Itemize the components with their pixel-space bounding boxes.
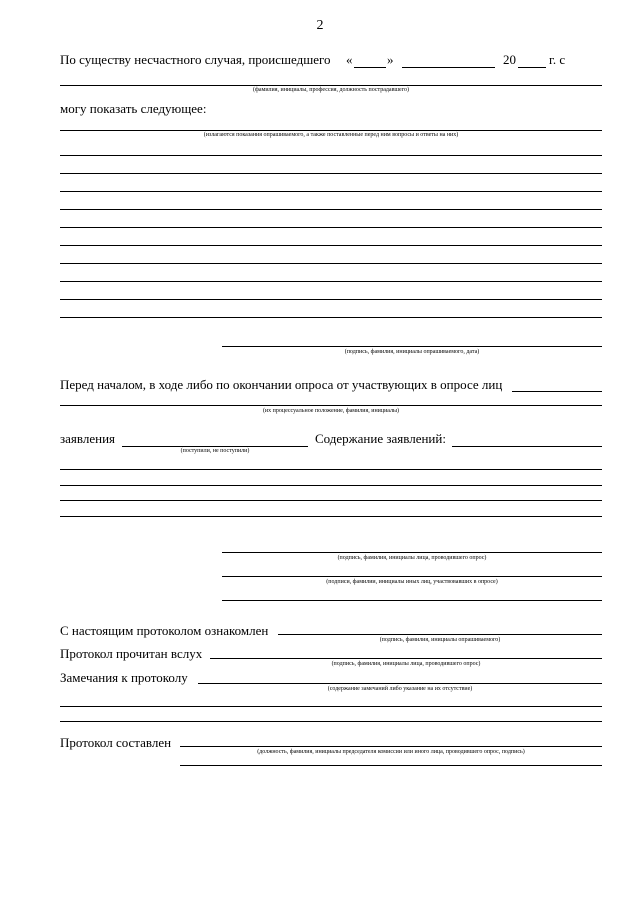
participants-signature-hint: (подписи, фамилии, инициалы иных лиц, участвовавших в опросе)	[326, 579, 498, 585]
remarks-hint: (содержание замечаний либо указание на их отсутствие)	[327, 686, 473, 692]
testimony-line[interactable]	[60, 245, 602, 246]
statements-label: заявления	[60, 431, 116, 446]
victim-hint: (фамилия, инициалы, профессия, должность пострадавшего)	[252, 87, 410, 93]
testimony-label: могу показать следующее:	[60, 101, 207, 116]
compiled-extra-line[interactable]	[180, 765, 602, 766]
statements-content-field[interactable]	[452, 446, 602, 447]
statements-received-hint: (поступили, не поступили)	[180, 448, 250, 454]
statements-content-line[interactable]	[60, 500, 602, 501]
familiarized-field[interactable]	[278, 634, 602, 635]
day-field[interactable]	[354, 67, 386, 68]
testimony-hint: (излагаются показания опрашиваемого, а также поставленные перед ним вопросы и ответы на них)	[203, 132, 459, 138]
page-number: 2	[316, 18, 324, 33]
read-aloud-label: Протокол прочитан вслух	[60, 646, 203, 661]
quote-open: «	[346, 52, 353, 67]
remarks-line[interactable]	[60, 706, 602, 707]
testimony-line[interactable]	[60, 227, 602, 228]
testimony-line[interactable]	[60, 317, 602, 318]
testimony-line[interactable]	[60, 299, 602, 300]
testimony-line[interactable]	[60, 155, 602, 156]
statements-content-label: Содержание заявлений:	[315, 431, 446, 446]
testimony-line[interactable]	[60, 209, 602, 210]
remarks-field[interactable]	[198, 683, 602, 684]
statements-content-line[interactable]	[60, 469, 602, 470]
testimony-line[interactable]	[60, 173, 602, 174]
year-field[interactable]	[518, 67, 546, 68]
testimony-line[interactable]	[60, 263, 602, 264]
statements-received-field[interactable]	[122, 446, 308, 447]
testimony-line[interactable]	[60, 281, 602, 282]
testimony-line[interactable]	[60, 130, 602, 131]
statements-content-line[interactable]	[60, 485, 602, 486]
year-prefix: 20	[503, 52, 516, 67]
participants-signature-extra-line[interactable]	[222, 600, 602, 601]
month-field[interactable]	[402, 67, 495, 68]
statements-status-field[interactable]	[60, 405, 602, 406]
remarks-label: Замечания к протоколу	[60, 670, 188, 685]
read-aloud-field[interactable]	[210, 658, 602, 659]
compiled-field[interactable]	[180, 746, 602, 747]
participants-signature-field[interactable]	[222, 576, 602, 577]
intro-text: По существу несчастного случая, происшедшего	[60, 52, 331, 67]
victim-field[interactable]	[60, 85, 602, 86]
quote-close: »	[387, 52, 394, 67]
familiarized-hint: (подпись, фамилия, инициалы опрашиваемого)	[379, 637, 501, 643]
year-suffix: г. с	[549, 52, 566, 67]
statements-intro: Перед началом, в ходе либо по окончании опроса от участвующих в опросе лиц	[60, 377, 503, 392]
statements-status-hint: (их процессуальное положение, фамилия, инициалы)	[262, 408, 400, 414]
compiled-label: Протокол составлен	[60, 735, 172, 750]
familiarized-label: С настоящим протоколом ознакомлен	[60, 623, 269, 638]
testimony-signature-hint: (подпись, фамилия, инициалы опрашиваемого, дата)	[344, 349, 480, 355]
testimony-signature-field[interactable]	[222, 346, 602, 347]
conductor-signature-hint: (подпись, фамилия, инициалы лица, проводившего опрос)	[337, 555, 487, 561]
compiled-hint: (должность, фамилия, инициалы председателя комиссии или иного лица, проводившего опрос, подпись)	[257, 749, 525, 755]
remarks-line[interactable]	[60, 721, 602, 722]
conductor-signature-field[interactable]	[222, 552, 602, 553]
statements-persons-field[interactable]	[512, 391, 602, 392]
statements-content-line[interactable]	[60, 516, 602, 517]
read-aloud-hint: (подпись, фамилия, инициалы лица, проводившего опрос)	[331, 661, 481, 667]
testimony-line[interactable]	[60, 191, 602, 192]
